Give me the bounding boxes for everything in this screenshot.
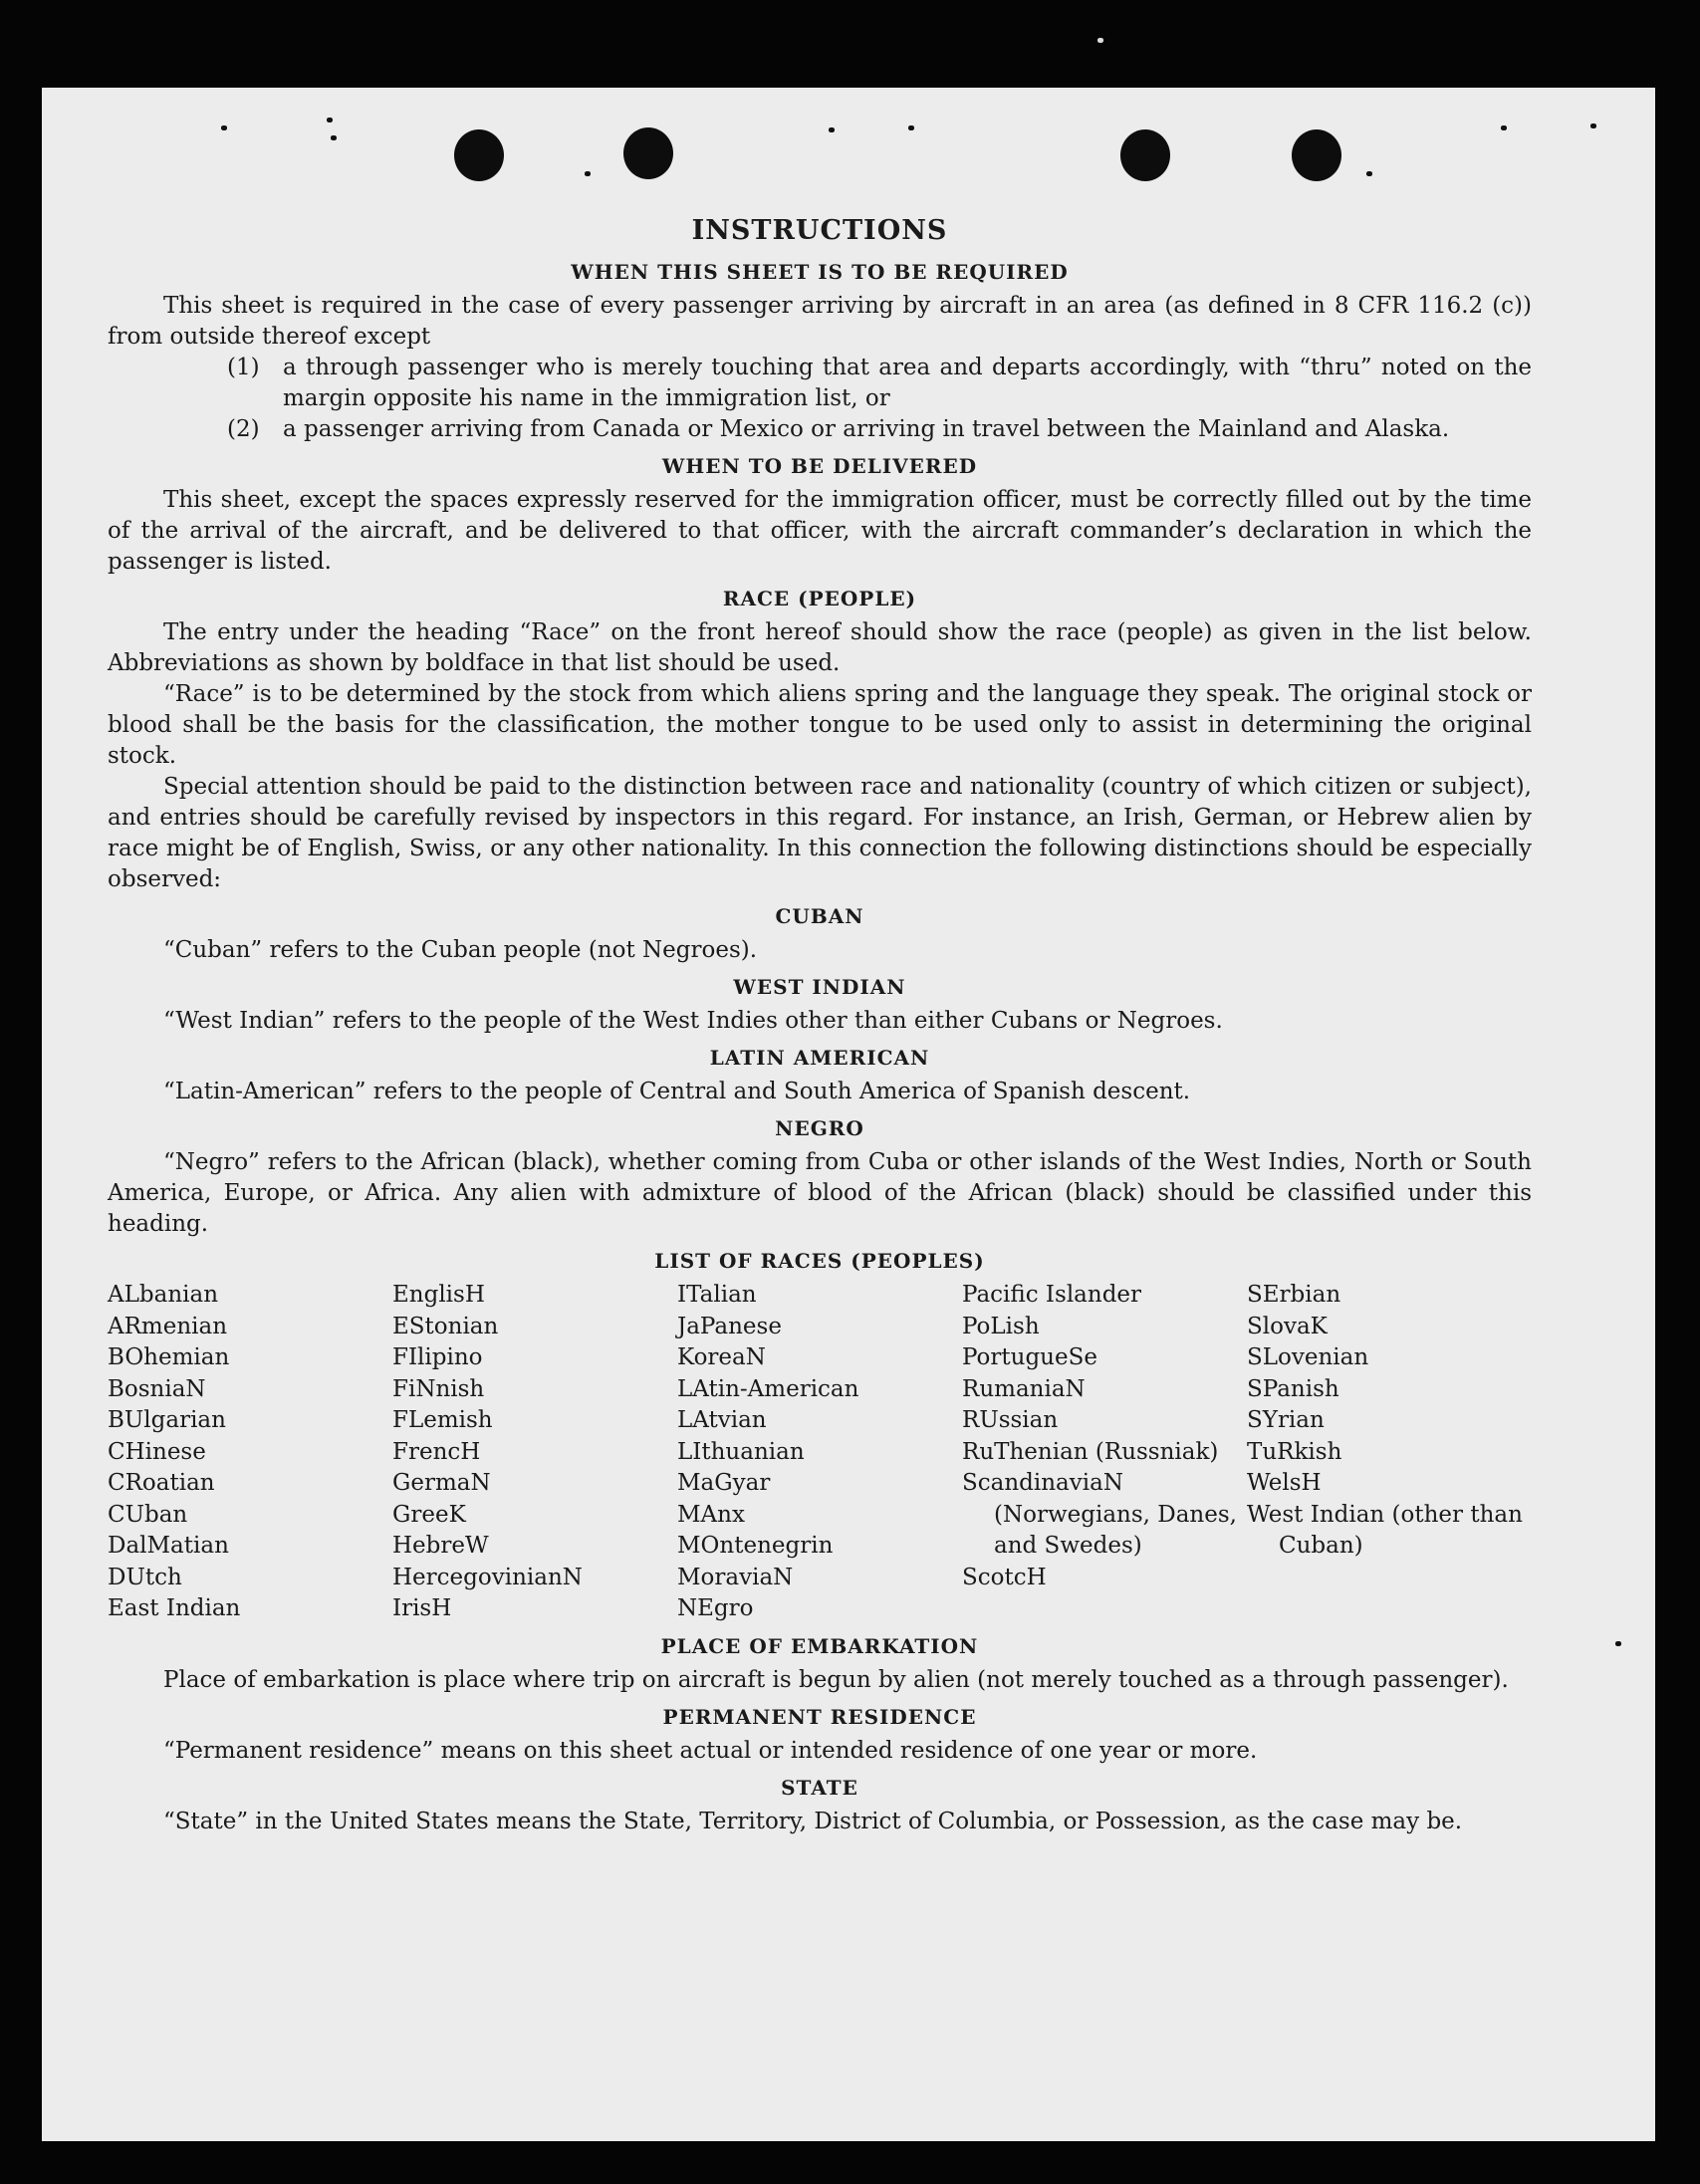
- races-column: [962, 1280, 1247, 1625]
- race-entry: CHinese: [108, 1438, 206, 1465]
- race-entry: FIlipino: [392, 1344, 483, 1370]
- paragraph: “West Indian” refers to the people of the West Indies other than either Cubans or Negroes.: [163, 1008, 1223, 1034]
- races-column: [1247, 1280, 1532, 1625]
- race-entry: MOntenegrin: [677, 1533, 834, 1559]
- race-entry: PortugueSe: [962, 1344, 1097, 1370]
- punch-hole: [623, 127, 673, 179]
- race-entry: HebreW: [392, 1533, 489, 1559]
- race-entry: MAnx: [677, 1501, 745, 1528]
- race-entry: CRoatian: [108, 1470, 215, 1496]
- paragraph: Special attention should be paid to the distinction between race and nationality (country of which citizen or subject), and entries should be carefully revised by inspectors in this regard. For instance, an Irish, German, or Hebrew alien by race might be of English, Swiss, or any other nationality. In this connection the following distinctions should be especially observed:: [108, 774, 1532, 892]
- list-item: [227, 414, 1532, 445]
- races-list: [108, 1280, 1532, 1625]
- section-heading: WEST INDIAN: [733, 975, 906, 999]
- section-heading: WHEN TO BE DELIVERED: [661, 454, 978, 478]
- race-entry: SlovaK: [1247, 1313, 1328, 1339]
- punch-hole: [454, 129, 504, 181]
- race-entry: ScandinaviaN (Norwegians, Danes, and Swedes): [962, 1470, 1237, 1559]
- section-heading: LIST OF RACES (PEOPLES): [654, 1249, 985, 1273]
- paragraph: This sheet is required in the case of every passenger arriving by aircraft in an area (as defined in 8 CFR 116.2 (c)) from outside thereof except: [108, 293, 1532, 350]
- speck: [1501, 125, 1507, 130]
- paragraph: This sheet, except the spaces expressly reserved for the immigration officer, must be correctly filled out by the time of the arrival of the aircraft, and be delivered to that officer, with the aircraft commander’s declaration in which the passenger is listed.: [108, 487, 1532, 575]
- paragraph: “Race” is to be determined by the stock from which aliens spring and the language they speak. The original stock or blood shall be the basis for the classification, the mother tongue to be used only to assist in determining the original stock.: [108, 681, 1532, 769]
- speck: [1615, 1641, 1621, 1646]
- speck: [829, 127, 835, 132]
- race-entry: SErbian: [1247, 1282, 1341, 1308]
- race-entry: West Indian (other than Cuban): [1247, 1501, 1523, 1559]
- race-entry: PoLish: [962, 1313, 1040, 1339]
- section-heading: PLACE OF EMBARKATION: [660, 1633, 979, 1658]
- race-entry: LIthuanian: [677, 1438, 805, 1465]
- speck: [1366, 171, 1372, 176]
- race-entry: SPanish: [1247, 1375, 1339, 1402]
- races-column: [108, 1280, 392, 1625]
- race-entry: SYrian: [1247, 1407, 1325, 1433]
- race-entry: RuThenian (Russniak): [962, 1438, 1219, 1465]
- race-entry: GreeK: [392, 1501, 466, 1528]
- paragraph: “Cuban” refers to the Cuban people (not Negroes).: [163, 937, 758, 963]
- section-heading: RACE (PEOPLE): [722, 587, 917, 610]
- race-entry: JaPanese: [677, 1313, 782, 1339]
- race-entry: BosniaN: [108, 1375, 206, 1402]
- speck: [585, 171, 591, 176]
- section-heading: CUBAN: [775, 904, 864, 928]
- race-entry: HercegovinianN: [392, 1564, 583, 1590]
- list-number: (2): [227, 416, 260, 442]
- race-entry: East Indian: [108, 1595, 241, 1621]
- list-text: a passenger arriving from Canada or Mexico or arriving in travel between the Mainland and Alaska.: [283, 416, 1450, 442]
- race-entry: FiNnish: [392, 1375, 485, 1402]
- race-entry: EnglisH: [392, 1282, 485, 1308]
- speck: [327, 118, 333, 122]
- paragraph: The entry under the heading “Race” on the front hereof should show the race (people) as given in the list below. Abbreviations as shown by boldface in that list should be used.: [108, 619, 1532, 676]
- section-heading: PERMANENT RESIDENCE: [662, 1704, 977, 1729]
- section-heading: WHEN THIS SHEET IS TO BE REQUIRED: [571, 260, 1069, 284]
- paragraph: “Permanent residence” means on this sheet actual or intended residence of one year or more.: [163, 1737, 1258, 1764]
- race-entry: KoreaN: [677, 1344, 766, 1370]
- race-entry: DUtch: [108, 1564, 182, 1590]
- race-entry: BUlgarian: [108, 1407, 226, 1433]
- race-entry: SLovenian: [1247, 1344, 1369, 1370]
- race-entry: CUban: [108, 1501, 188, 1528]
- paragraph: “Negro” refers to the African (black), whether coming from Cuba or other islands of the West Indies, North or South America, Europe, or Africa. Any alien with admixture of blood of the African (black) should be classified under this heading.: [108, 1149, 1532, 1237]
- paragraph: “Latin-American” refers to the people of Central and South America of Spanish descent.: [163, 1079, 1191, 1104]
- list-item: [227, 353, 1532, 414]
- race-entry: LAtvian: [677, 1407, 767, 1433]
- section-heading: LATIN AMERICAN: [709, 1046, 930, 1070]
- speck: [221, 125, 227, 130]
- race-entry: DalMatian: [108, 1533, 229, 1559]
- race-entry: EStonian: [392, 1313, 499, 1339]
- race-entry: ARmenian: [108, 1313, 228, 1339]
- race-entry: FrencH: [392, 1438, 481, 1465]
- race-entry: ScotcH: [962, 1564, 1047, 1590]
- speck: [1590, 123, 1596, 128]
- section-heading: STATE: [781, 1775, 858, 1800]
- speck: [331, 135, 337, 140]
- race-entry: RUssian: [962, 1407, 1059, 1433]
- paragraph: Place of embarkation is place where trip on aircraft is begun by alien (not merely touched as a through passenger).: [163, 1666, 1509, 1693]
- speck: [1097, 38, 1103, 43]
- page-title: INSTRUCTIONS: [691, 215, 948, 246]
- race-entry: FLemish: [392, 1407, 493, 1433]
- race-entry: MaGyar: [677, 1470, 771, 1496]
- speck: [908, 125, 914, 130]
- race-entry: BOhemian: [108, 1344, 230, 1370]
- race-entry: ITalian: [677, 1282, 757, 1308]
- list-text: a through passenger who is merely touching that area and departs accordingly, with “thru” noted on the margin opposite his name in the immigration list, or: [283, 355, 1532, 411]
- races-column: [392, 1280, 677, 1625]
- races-column: [677, 1280, 962, 1625]
- race-entry: Pacific Islander: [962, 1282, 1142, 1308]
- list-number: (1): [227, 355, 260, 380]
- race-entry: NEgro: [677, 1595, 754, 1621]
- document-content: [108, 211, 1532, 1837]
- punch-hole: [1120, 129, 1170, 181]
- race-entry: ALbanian: [108, 1282, 219, 1308]
- race-entry: TuRkish: [1247, 1438, 1342, 1465]
- race-entry: IrisH: [392, 1595, 452, 1621]
- race-entry: GermaN: [392, 1470, 491, 1496]
- paragraph: “State” in the United States means the State, Territory, District of Columbia, or Possession, as the case may be.: [163, 1808, 1463, 1834]
- race-entry: RumaniaN: [962, 1375, 1086, 1402]
- section-heading: NEGRO: [775, 1116, 864, 1140]
- race-entry: WelsH: [1247, 1470, 1322, 1496]
- race-entry: MoraviaN: [677, 1564, 794, 1590]
- punch-hole: [1292, 129, 1341, 181]
- race-entry: LAtin-American: [677, 1375, 859, 1402]
